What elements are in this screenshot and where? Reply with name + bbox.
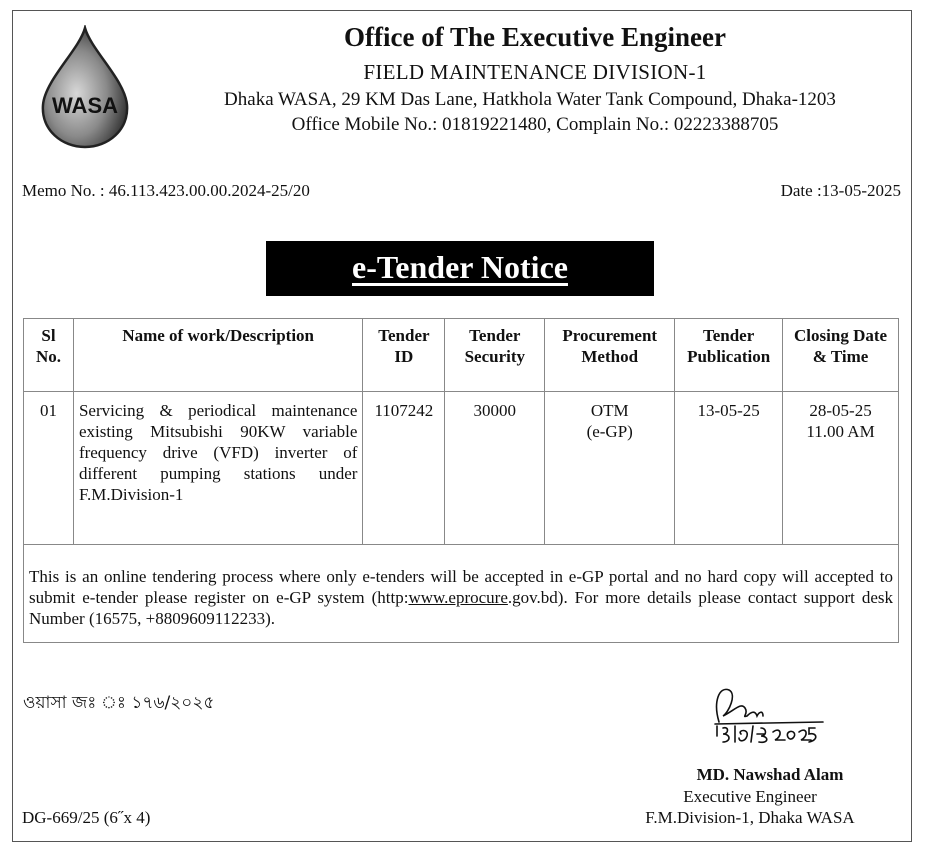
notice-date: Date :13-05-2025 [780, 181, 901, 200]
col-header-publication: Tender Publication [675, 319, 783, 392]
col-header-sl: Sl No. [24, 319, 74, 392]
col-header-closing: Closing Date & Time [783, 319, 899, 392]
bengali-reference: ওয়াসা জঃ ঃ ১৭৬/২০২৫ [23, 693, 215, 713]
cell-tender-id: 1107242 [363, 392, 445, 545]
division-name: FIELD MAINTENANCE DIVISION-1 [363, 60, 707, 84]
cell-method: OTM (e-GP) [545, 392, 675, 545]
logo-text: WASA [52, 93, 118, 118]
notice-banner: e-Tender Notice [266, 241, 654, 296]
memo-number: Memo No. : 46.113.423.00.00.2024-25/20 [22, 181, 310, 200]
cell-publication: 13-05-25 [675, 392, 783, 545]
col-header-method: Procurement Method [545, 319, 675, 392]
eprocure-link[interactable]: www.eprocure [408, 588, 508, 607]
cell-sl: 01 [24, 392, 74, 545]
table-header-row [24, 319, 899, 392]
water-drop-icon [43, 28, 127, 147]
handwritten-signature [705, 682, 830, 750]
col-header-id: Tender ID [363, 319, 445, 392]
signatory-name: MD. Nawshad Alam [696, 765, 844, 784]
col-header-work: Name of work/Description [73, 319, 362, 392]
office-title: Office of The Executive Engineer [344, 22, 726, 52]
dg-reference: DG-669/25 (6˝x 4) [22, 808, 151, 827]
table-row [24, 392, 899, 545]
tender-table [23, 318, 899, 545]
signatory-title: Executive Engineer [683, 787, 817, 806]
office-contacts: Office Mobile No.: 01819221480, Complain No.: 02223388705 [291, 114, 779, 135]
signatory-office: F.M.Division-1, Dhaka WASA [645, 808, 855, 827]
tender-note: This is an online tendering process where only e-tenders will be accepted in e-GP portal and no hard copy will accepted to submit e-tender please register on e-GP system (http:www.eprocure.gov.bd). For more details please contact support desk Number (16575, +8809609112233). [23, 541, 899, 643]
cell-closing: 28-05-25 11.00 AM [783, 392, 899, 545]
cell-description: Servicing & periodical maintenance existing Mitsubishi 90KW variable frequency drive (VFD) inverter of different pumping stations under F.M.Division-1 [73, 392, 362, 545]
office-address: Dhaka WASA, 29 KM Das Lane, Hatkhola Water Tank Compound, Dhaka-1203 [224, 89, 836, 110]
col-header-security: Tender Security [445, 319, 545, 392]
cell-security: 30000 [445, 392, 545, 545]
wasa-logo [35, 25, 135, 150]
